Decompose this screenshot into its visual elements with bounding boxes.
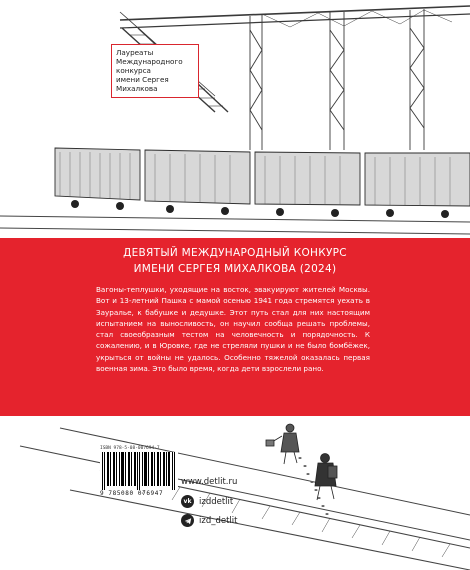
book-annotation: Вагоны-теплушки, уходящие на восток, эвакуируют жителей Москвы. Вот и 13-летний Пашка с мамой осенью 1941 года стремятся уехать в Зауралье, к бабушке и дедушке. Этот путь стал для них настоящим испытанием на выносливость, он научил сообща решать проблемы, стал своеобразным тестом на человечность и порядочность. К сожалению, и в Юровке, где не стреляли пушки и не было бомбёжек, укрыться от войны не удалось. Особенно тяжелой оказалась первая военная зима. Это было время, когда дети взрослели рано. (96, 285, 370, 374)
barcode-image (100, 452, 178, 490)
series-line: имени Сергея (116, 75, 169, 84)
isbn-label: ISBN 978-5-08-007694-7 (100, 446, 160, 451)
series-line: Международного (116, 57, 183, 66)
series-line: Михалкова (116, 84, 158, 93)
series-line: Лауреаты (116, 48, 154, 57)
series-label-box (111, 44, 199, 98)
vk-link[interactable] (181, 495, 233, 508)
series-line: конкурса (116, 66, 151, 75)
telegram-label: izd_detlit (199, 515, 238, 526)
telegram-icon (181, 514, 194, 527)
publisher-website[interactable]: www.detlit.ru (181, 477, 238, 487)
bridge-and-train-illustration (0, 0, 470, 238)
contest-title-line1: ДЕВЯТЫЙ МЕЖДУНАРОДНЫЙ КОНКУРС (123, 247, 347, 259)
telegram-link[interactable] (181, 514, 237, 527)
vk-icon: vk (181, 495, 194, 508)
isbn-barcode-block (100, 446, 178, 497)
vk-label: izddetlit (199, 496, 234, 507)
contest-title-line2: ИМЕНИ СЕРГЕЯ МИХАЛКОВА (2024) (133, 263, 337, 275)
railway-walkers-illustration (0, 416, 470, 570)
barcode-digits: 9 785080 076947 (100, 490, 164, 497)
